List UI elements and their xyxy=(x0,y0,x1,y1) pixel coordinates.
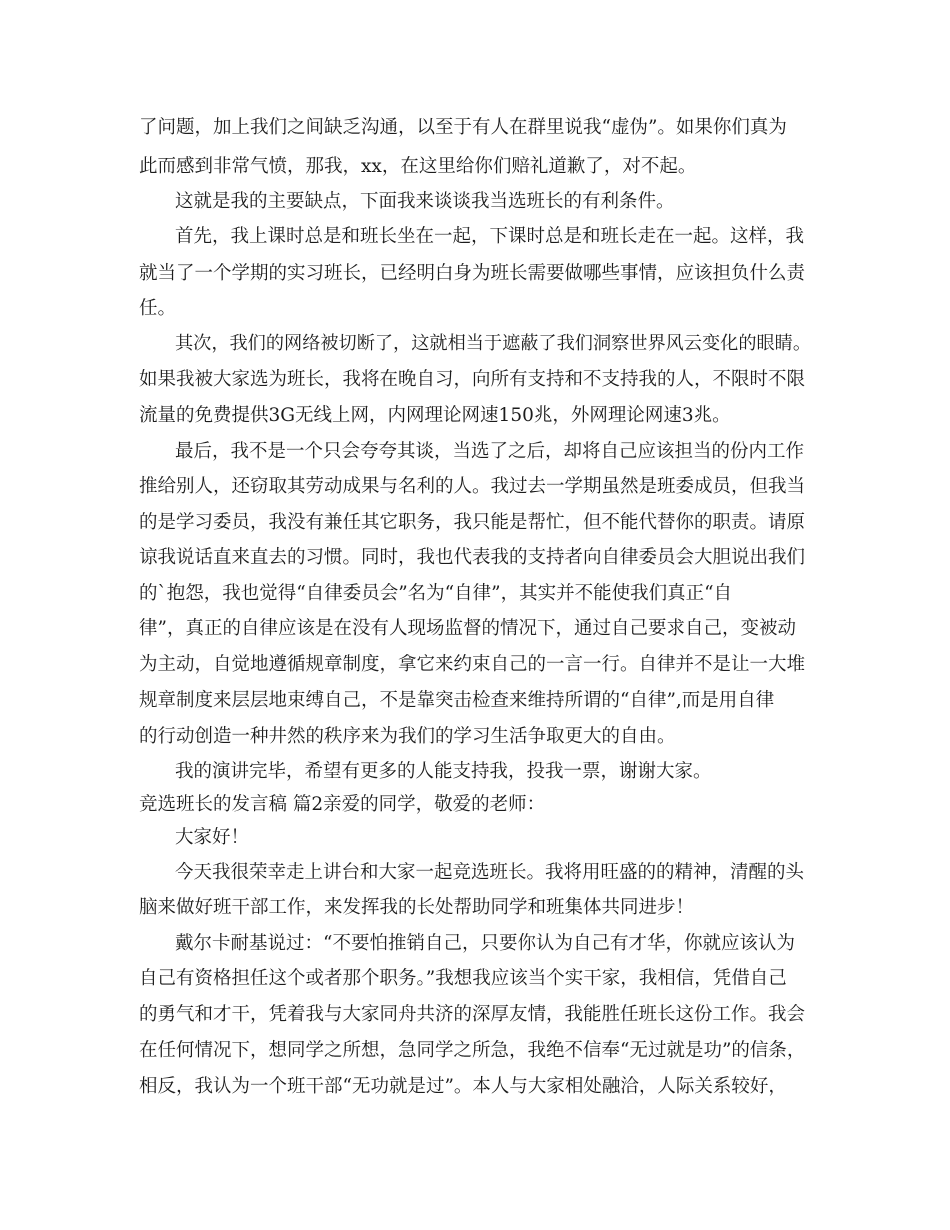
text-line-27: 在任何情况下，想同学之所想，急同学之所急，我绝不信奉“无过就是功”的信条， xyxy=(139,1040,806,1061)
text-line-7: 其次，我们的网络被切断了，这就相当于遮蔽了我们洞察世界风云变化的眼睛。 xyxy=(175,333,812,354)
text-line-6: 任。 xyxy=(139,298,177,319)
text-line-9: 流量的免费提供3G无线上网，内网理论网速150兆，外网理论网速3兆。 xyxy=(139,405,731,426)
text-line-21: 大家好！ xyxy=(175,827,250,848)
text-line-15: 律”，真正的自律应该是在没有人现场监督的情况下，通过自己要求自己，变被动 xyxy=(139,618,796,639)
text-line-11: 推给别人，还窃取其劳动成果与名利的人。我过去一学期虽然是班委成员，但我当 xyxy=(139,476,806,497)
text-line-22: 今天我很荣幸走上讲台和大家一起竞选班长。我将用旺盛的的精神，清醒的头 xyxy=(175,862,805,883)
text-line-3: 这就是我的主要缺点，下面我来谈谈我当选班长的有利条件。 xyxy=(175,191,675,212)
text-line-1: 了问题，加上我们之间缺乏沟通，以至于有人在群里说我“虚伪”。如果你们真为 xyxy=(139,117,787,138)
text-line-10: 最后，我不是一个只会夸夸其谈，当选了之后，却将自己应该担当的份内工作 xyxy=(175,441,805,462)
text-line-16: 为主动，自觉地遵循规章制度，拿它来约束自己的一言一行。自律并不是让一大堆 xyxy=(139,654,806,675)
text-line-23: 脑来做好班干部工作，来发挥我的长处帮助同学和班集体共同进步！ xyxy=(139,897,695,918)
text-line-12: 的是学习委员，我没有兼任其它职务，我只能是帮忙，但不能代替你的职责。请原 xyxy=(139,512,806,533)
text-line-19: 我的演讲完毕，希望有更多的人能支持我，投我一票，谢谢大家。 xyxy=(175,761,712,782)
text-line-14: 的`抱怨，我也觉得“自律委员会”名为“自律”，其实并不能使我们真正“自 xyxy=(139,583,733,604)
text-line-20: 竞选班长的发言稿 篇2亲爱的同学，敬爱的老师： xyxy=(139,794,546,815)
text-line-28: 相反，我认为一个班干部“无功就是过”。本人与大家相处融洽，人际关系较好， xyxy=(139,1076,787,1097)
text-line-26: 的勇气和才干，凭着我与大家同舟共济的深厚友情，我能胜任班长这份工作。我会 xyxy=(139,1004,806,1025)
text-line-25: 自己有资格担任这个或者那个职务。”我想我应该当个实干家，我相信，凭借自己 xyxy=(139,968,787,989)
text-line-13: 谅我说话直来直去的习惯。同时，我也代表我的支持者向自律委员会大胆说出我们 xyxy=(139,547,806,568)
text-line-4: 首先，我上课时总是和班长坐在一起，下课时总是和班长走在一起。这样，我 xyxy=(175,226,805,247)
text-line-24: 戴尔卡耐基说过：“不要怕推销自己，只要你认为自己有才华，你就应该认为 xyxy=(175,933,795,954)
text-line-5: 就当了一个学期的实习班长，已经明白身为班长需要做哪些事情，应该担负什么责 xyxy=(139,263,806,284)
text-line-8: 如果我被大家选为班长，我将在晚自习，向所有支持和不支持我的人，不限时不限 xyxy=(139,369,806,390)
text-line-18: 的行动创造一种井然的秩序来为我们的学习生活争取更大的自由。 xyxy=(139,726,676,747)
text-line-2: 此而感到非常气愤，那我，xx，在这里给你们赔礼道歉了，对不起。 xyxy=(139,156,697,177)
text-line-17: 规章制度来层层地束缚自己，不是靠突击检查来维持所谓的“自律”,而是用自律 xyxy=(139,690,775,711)
